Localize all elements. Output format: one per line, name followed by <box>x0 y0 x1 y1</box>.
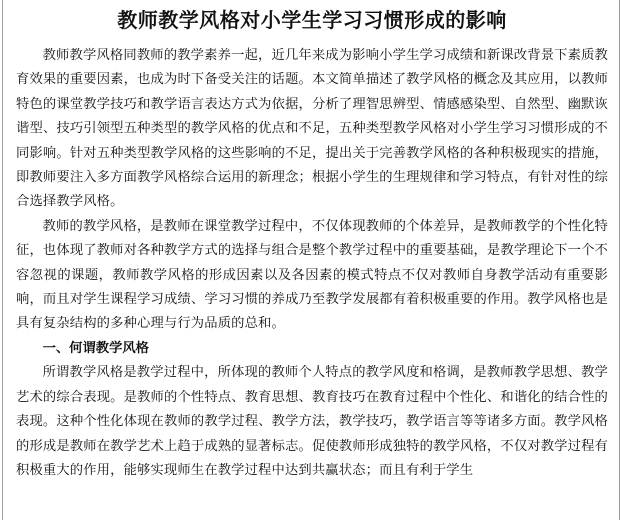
paragraph-section-definition: 所谓教学风格是教学过程中，所体现的教师个人特点的教学风度和格调，是教师教学思想、教学艺术的综合表现。是教师的个性特点、教育思想、教育技巧在教育过程中个性化、和谐化的结合性的表现。这种个性化体现在教师的教学过程、教学方法，教学技巧，教学语言等等诸多方面。教学风格的形成是教师在教学艺术上趋于成熟的显著标志。促使教师形成独特的教学风格，不仅对教学过程有积极重大的作用，能够实现师生在教学过程中达到共赢状态；而且有利于学生 <box>16 365 608 478</box>
paragraph-abstract: 教师教学风格同教师的教学素养一起，近几年来成为影响小学生学习成绩和新课改背景下素质教育效果的重要因素，也成为时下备受关注的话题。本文简单描述了教学风格的概念及其应用，以教师特色的课堂教学技巧和教学语言表达方式为依据，分析了理智思辨型、情感感染型、自然型、幽默诙谐型、技巧引领型五种类型的教学风格的优点和不足，五种类型教学风格对小学生学习习惯形成的不同影响。针对五种类型教学风格的这些影响的不足，提出关于完善教学风格的各种积极现实的措施，即教师要注入多方面教学风格综合运用的新理念；根据小学生的生理规律和学习特点，有针对性的综合选择教学风格。 <box>16 48 608 210</box>
document-title: 教师教学风格对小学生学习习惯形成的影响 <box>117 8 507 32</box>
paragraph-teaching-style-intro: 教师的教学风格，是教师在课堂教学过程中，不仅体现教师的个体差异，是教师教学的个性化特征，也体现了教师对各种教学方式的选择与组合是整个教学过程中的重要基础，是教学理论下一个不容忽视的课题，教师教学风格的形成因素以及各因素的模式特点不仅对教师自身教学活动有重要影响，而且对学生课程学习成绩、学习习惯的养成乃至教学发展都有着积极重要的作用。教学风格也是具有复杂结构的多种心理与行为品质的总和。 <box>16 218 608 332</box>
section-heading: 一、何谓教学风格 <box>42 340 149 356</box>
page-left-border <box>2 0 3 520</box>
document-body <box>16 6 608 483</box>
page-right-border <box>619 0 620 520</box>
